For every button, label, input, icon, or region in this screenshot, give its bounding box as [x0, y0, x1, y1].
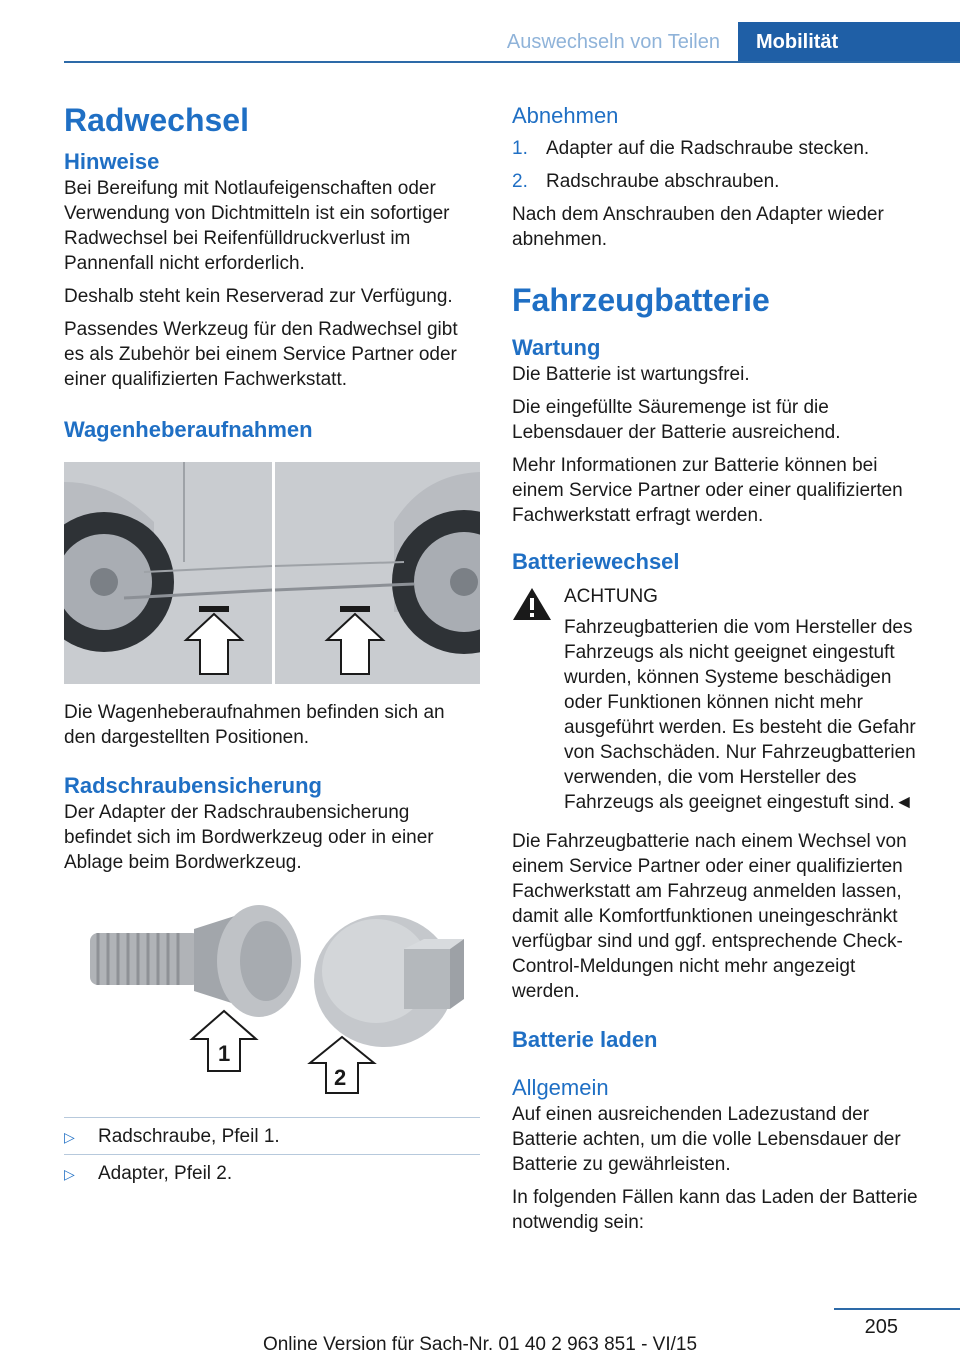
- list-item: ▷ Adapter, Pfeil 2.: [64, 1155, 480, 1191]
- warning-text: Fahrzeugbatterien die vom Hersteller des Fahrzeugs als nicht geeignet eingestuft wurden, können Systeme beschädigen oder Funktionen können nicht mehr ausgeführt werden. Es besteht die Gefahr von Sachschäden. Nur Fahrzeugbatterien verwenden, die vom Hersteller des Fahrzeugs als geeignet eingestuft sind.◄: [564, 617, 916, 813]
- arrow-label-1: 1: [218, 1041, 231, 1066]
- page-number: 205: [864, 1316, 898, 1338]
- maintenance-paragraph-1: Die Batterie ist wartungsfrei.: [512, 364, 750, 385]
- wheel-lock-illustration: [84, 899, 464, 1095]
- heading-wartung: Wartung: [512, 335, 601, 360]
- general-paragraph-2: In folgenden Fällen kann das Laden der Batterie notwendig sein:: [512, 1187, 918, 1233]
- heading-radschraubensicherung: Radschraubensicherung: [64, 773, 322, 798]
- warning-text-wrap: [564, 615, 928, 815]
- hinweise-paragraph-3: Passendes Werkzeug für den Radwechsel gibt es als Zubehör bei einem Service Partner oder einer qualifizierten Fachwerkstatt.: [64, 319, 458, 390]
- maintenance-paragraph-2: Die eingefüllte Säuremenge ist für die Lebensdauer der Batterie ausreichend.: [512, 397, 841, 443]
- jack-caption: Die Wagenheberaufnahmen befinden sich an den dargestellten Positionen.: [64, 702, 445, 748]
- list-item: 2. Radschraube abschrauben.: [512, 171, 780, 192]
- jack-points-figure: [64, 462, 480, 684]
- hinweise-paragraph-1: Bei Bereifung mit Notlaufeigenschaften oder Verwendung von Dichtmitteln ist ein sofortiger Radwechsel bei Reifenfülldruckverlust im Pannenfall nicht erforderlich.: [64, 178, 450, 274]
- title-radwechsel: Radwechsel: [64, 102, 249, 138]
- right-column: [512, 100, 928, 1243]
- heading-batterie-laden: Batterie laden: [512, 1027, 658, 1052]
- heading-wagenheberaufnahmen: Wagenheberaufnahmen: [64, 417, 313, 442]
- legend-list: [64, 1117, 480, 1191]
- jack-points-illustration: [64, 462, 480, 684]
- warning-label: ACHTUNG: [564, 586, 658, 607]
- general-paragraph-1: Auf einen ausreichenden Ladezustand der Batterie achten, um die volle Lebensdauer der Batterie zu gewährleisten.: [512, 1104, 901, 1175]
- list-item: 1. Adapter auf die Radschraube stecken.: [512, 138, 870, 159]
- warning-triangle-icon: [512, 586, 552, 622]
- warning-box: [512, 584, 928, 815]
- left-column: [64, 100, 480, 1191]
- change-paragraph: Die Fahrzeugbatterie nach einem Wechsel von einem Service Partner oder einer qualifizierten Fachwerkstatt am Fahrzeug anmelden lassen, damit alle Komfortfunktionen uneingeschränkt verfügbar sind und ggf. entsprechende Check-Control-Meldungen nicht mehr angezeigt werden.: [512, 831, 907, 1002]
- maintenance-paragraph-3: Mehr Informationen zur Batterie können bei einem Service Partner oder einer qualifizierten Fachwerkstatt erfragt werden.: [512, 455, 903, 526]
- wheel-lock-figure: [84, 899, 480, 1095]
- lock-paragraph: Der Adapter der Radschraubensicherung befindet sich im Bordwerkzeug oder in einer Ablage beim Bordwerkzeug.: [64, 802, 434, 873]
- header-section-title: Auswechseln von Teilen: [506, 31, 720, 53]
- footer-rule: [834, 1308, 960, 1310]
- list-item: ▷ Radschraube, Pfeil 1.: [64, 1118, 480, 1154]
- remove-after-paragraph: Nach dem Anschrauben den Adapter wieder abnehmen.: [512, 204, 884, 250]
- triangle-bullet-icon: ▷: [64, 1166, 75, 1182]
- remove-steps: [512, 136, 928, 194]
- header-rule: [64, 61, 960, 63]
- heading-allgemein: Allgemein: [512, 1075, 609, 1100]
- footer-version-text: Online Version für Sach-Nr. 01 40 2 963 851 - VI/15: [262, 1334, 698, 1355]
- hinweise-paragraph-2: Deshalb steht kein Reserverad zur Verfügung.: [64, 286, 453, 307]
- arrow-label-2: 2: [334, 1065, 347, 1090]
- triangle-bullet-icon: ▷: [64, 1129, 75, 1145]
- heading-abnehmen: Abnehmen: [512, 103, 619, 128]
- heading-batteriewechsel: Batteriewechsel: [512, 549, 680, 574]
- header-chapter-tab: Mobilität: [738, 22, 960, 62]
- title-fahrzeugbatterie: Fahrzeugbatterie: [512, 282, 770, 318]
- heading-hinweise: Hinweise: [64, 149, 160, 174]
